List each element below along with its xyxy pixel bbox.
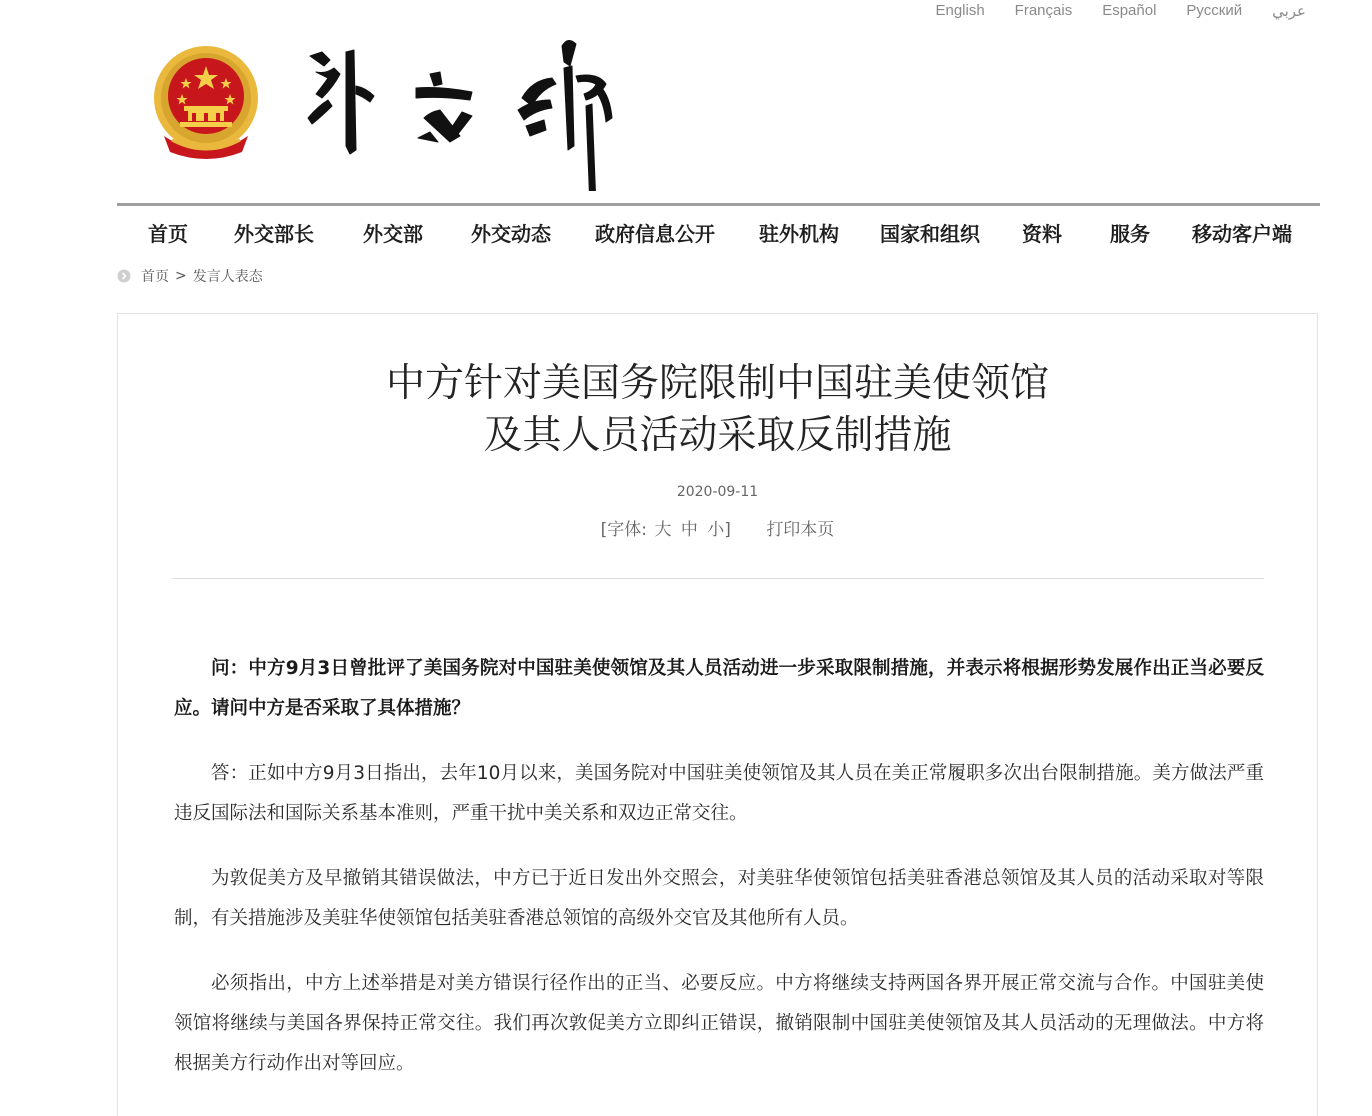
article-date: 2020-09-11 xyxy=(676,484,759,500)
chevron-circle-icon xyxy=(117,269,131,283)
article-title-line-1: 中方针对美国务院限制中国驻美使领馆 xyxy=(385,361,1049,406)
article-container xyxy=(117,313,1318,1116)
nav-item-diplomatic-news[interactable]: 外交动态 xyxy=(471,222,551,246)
paragraph-conclusion: 必须指出，中方上述举措是对美方错误行径作出的正当、必要反应。中方将继续支持两国各界开展正常交流与合作。中国驻美使领馆将继续与美国各界保持正常交往。我们再次敦促美方立即纠正错误，撤销限制中国驻美使领馆及其人员活动的无理做法。中方将根据美方行动作出对等回应。 xyxy=(174,973,1264,1074)
paragraph-measures: 为敦促美方及早撤销其错误做法，中方已于近日发出外交照会，对美驻华使领馆包括美驻香港总领馆及其人员的活动采取对等限制，有关措施涉及美驻华使领馆包括美驻香港总领馆的高级外交官及其他所有人员。 xyxy=(174,868,1264,929)
nav-item-countries-orgs[interactable]: 国家和组织 xyxy=(880,222,980,246)
nav-item-home[interactable]: 首页 xyxy=(148,222,188,246)
lang-french-link[interactable]: Français xyxy=(1014,2,1073,19)
font-large-button[interactable]: 大 xyxy=(654,520,672,540)
breadcrumb-current-link[interactable]: 发言人表态 xyxy=(192,269,263,285)
national-emblem-icon[interactable] xyxy=(150,44,262,162)
article-title xyxy=(118,358,1317,462)
nav-item-missions-abroad[interactable]: 驻外机构 xyxy=(759,222,839,246)
breadcrumb xyxy=(117,266,263,286)
font-medium-button[interactable]: 中 xyxy=(680,520,698,540)
article-divider xyxy=(173,578,1264,579)
article-title-line-2: 及其人员活动采取反制措施 xyxy=(483,413,952,458)
paragraph-question: 问：中方9月3日曾批评了美国务院对中国驻美使领馆及其人员活动进一步采取限制措施，并表示将根据形势发展作出正当必要反应。请问中方是否采取了具体措施？ xyxy=(174,658,1264,719)
language-switcher xyxy=(935,2,1306,20)
lang-russian-link[interactable]: Русский xyxy=(1186,2,1243,19)
lang-english-link[interactable]: English xyxy=(935,2,985,19)
ministry-calligraphy-logo[interactable] xyxy=(300,26,620,191)
nav-item-gov-info[interactable]: 政府信息公开 xyxy=(595,222,715,246)
lang-spanish-link[interactable]: Español xyxy=(1102,2,1157,19)
breadcrumb-home-link[interactable]: 首页 xyxy=(141,269,169,285)
lang-arabic-link[interactable]: عربي xyxy=(1272,3,1306,20)
nav-item-minister[interactable]: 外交部长 xyxy=(234,222,314,246)
font-small-button[interactable]: 小] xyxy=(707,520,731,540)
article-tools xyxy=(118,515,1317,540)
nav-item-ministry[interactable]: 外交部 xyxy=(363,222,423,246)
paragraph-answer: 答：正如中方9月3日指出，去年10月以来，美国务院对中国驻美使领馆及其人员在美正常履职多次出台限制措施。美方做法严重违反国际法和国际关系基本准则，严重干扰中美关系和双边正常交往。 xyxy=(174,763,1264,824)
nav-item-mobile-client[interactable]: 移动客户端 xyxy=(1192,222,1292,246)
nav-item-services[interactable]: 服务 xyxy=(1110,222,1150,246)
article-body xyxy=(174,649,1264,1109)
font-size-selector xyxy=(601,520,733,540)
nav-item-resources[interactable]: 资料 xyxy=(1022,222,1062,246)
print-page-button[interactable]: 打印本页 xyxy=(766,520,835,540)
main-nav xyxy=(117,206,1320,254)
font-size-label: [字体: xyxy=(600,520,648,540)
breadcrumb-separator: > xyxy=(175,268,187,284)
